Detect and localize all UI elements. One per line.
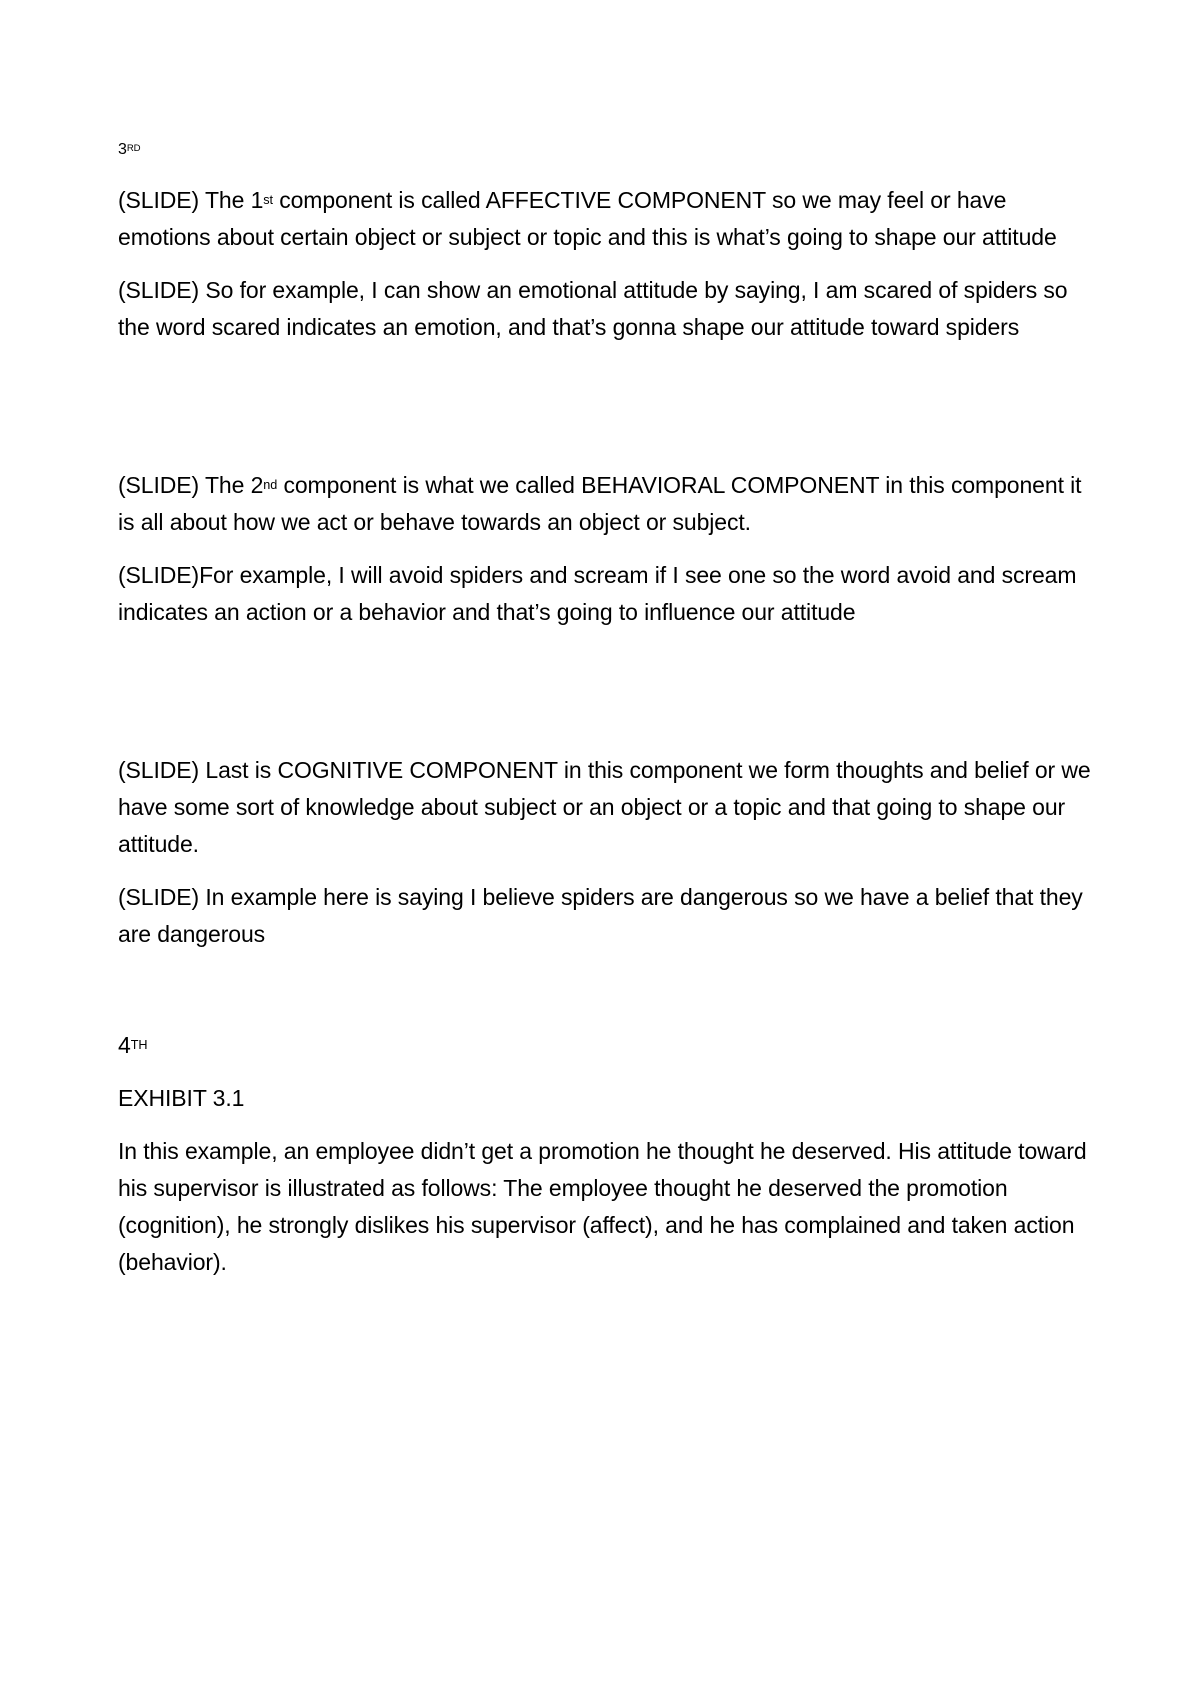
section-number: 3 (118, 141, 127, 158)
spacer (118, 647, 1098, 752)
spacer (118, 969, 1098, 1027)
section-ordinal-suffix: RD (126, 142, 141, 154)
paragraph-text: component is called AFFECTIVE COMPONENT so we may feel or have emotions about certain object or subject or topic and this is what’s going to shape our attitude (118, 187, 1057, 250)
paragraph-text: component is what we called BEHAVIORAL COMPONENT in this component it is all about how we act or behave towards an object or subject. (118, 472, 1082, 535)
section-heading-3rd (118, 140, 1098, 160)
paragraph-cognitive-example: (SLIDE) In example here is saying I believe spiders are dangerous so we have a belief that they are dangerous (118, 884, 1083, 947)
paragraph-text: (SLIDE) The 2 (118, 472, 264, 498)
paragraph-text: (SLIDE) The 1 (118, 187, 264, 213)
document-body (118, 140, 1098, 1297)
paragraph-affective-component (118, 182, 1098, 256)
ordinal-suffix: st (263, 192, 273, 207)
paragraph-exhibit-example: In this example, an employee didn’t get a promotion he thought he deserved. His attitude toward his supervisor is illustrated as follows: The employee thought he deserved the promotion (cognition), he strongly dislikes his supervisor (affect), and he has complained and taken action (behavior). (118, 1138, 1087, 1275)
spacer (118, 362, 1098, 467)
paragraph-behavioral-example: (SLIDE)For example, I will avoid spiders and scream if I see one so the word avoid and scream indicates an action or a behavior and that’s going to influence our attitude (118, 562, 1077, 625)
paragraph-behavioral-component (118, 467, 1098, 541)
section-ordinal-suffix: TH (130, 1037, 148, 1052)
ordinal-suffix: nd (263, 477, 278, 492)
paragraph-cognitive-component: (SLIDE) Last is COGNITIVE COMPONENT in this component we form thoughts and belief or we have some sort of knowledge about subject or an object or a topic and that going to shape our attitude. (118, 757, 1091, 857)
paragraph-affective-example: (SLIDE) So for example, I can show an emotional attitude by saying, I am scared of spiders so the word scared indicates an emotion, and that’s gonna shape our attitude toward spiders (118, 277, 1068, 340)
section-heading-4th (118, 1027, 1098, 1064)
section-number: 4 (118, 1032, 131, 1058)
exhibit-title: EXHIBIT 3.1 (118, 1085, 245, 1111)
